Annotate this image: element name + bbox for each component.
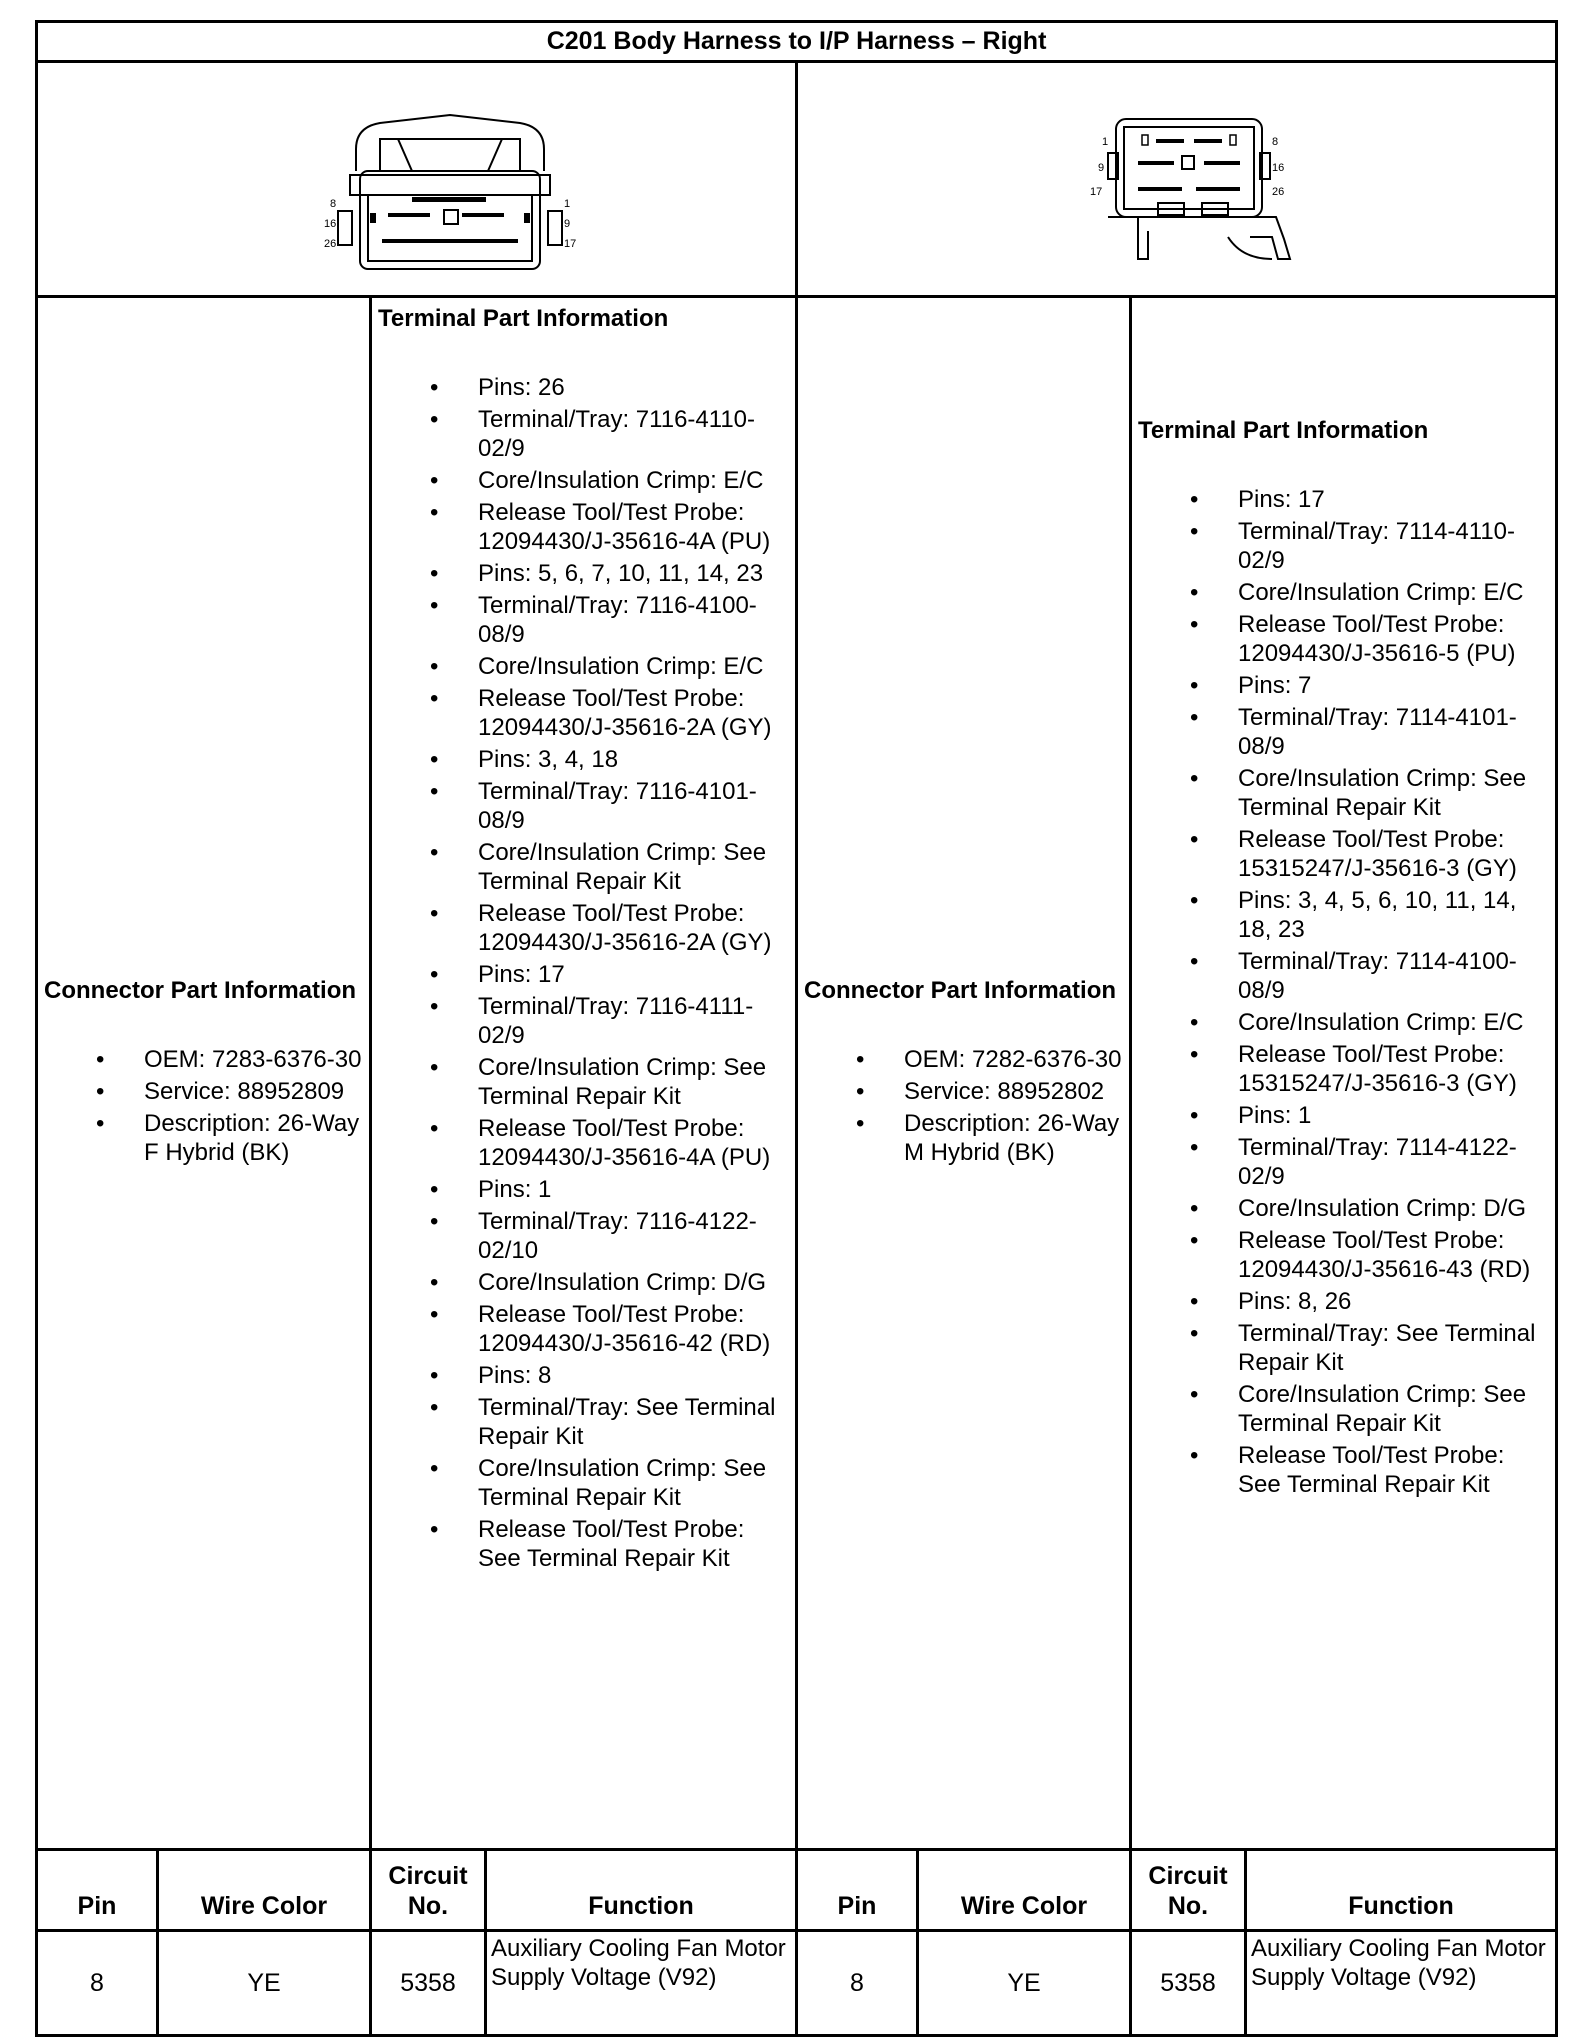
terminal-item: • Core/Insulation Crimp: E/C <box>1138 578 1549 607</box>
terminal-item: • Core/Insulation Crimp: See Terminal Repair Kit <box>378 1053 789 1111</box>
pin-label: 9 <box>1098 162 1105 174</box>
terminal-item: • Core/Insulation Crimp: D/G <box>1138 1194 1549 1223</box>
terminal-item: • Pins: 1 <box>378 1175 789 1204</box>
connector-item: • Description: 26-Way F Hybrid (BK) <box>44 1109 363 1167</box>
terminal-item: • Release Tool/Test Probe: 12094430/J-35616-5 (PU) <box>1138 610 1549 668</box>
terminal-item: • Pins: 1 <box>1138 1101 1549 1130</box>
terminal-group <box>1138 1287 1549 1499</box>
connector-item: • OEM: 7283-6376-30 <box>44 1045 363 1074</box>
right-terminal-info <box>1131 297 1557 1850</box>
terminal-item: • Terminal/Tray: See Terminal Repair Kit <box>378 1393 789 1451</box>
pin-label: 17 <box>1090 186 1103 198</box>
terminal-heading: Terminal Part Information <box>1138 417 1429 444</box>
terminal-item: • Terminal/Tray: 7116-4122-02/10 <box>378 1207 789 1265</box>
male-connector-diagram <box>1078 109 1298 279</box>
connector-heading: Connector Part Information <box>804 977 1117 1004</box>
terminal-item: • Core/Insulation Crimp: E/C <box>1138 1008 1549 1037</box>
terminal-group <box>378 960 789 1172</box>
right-diagram-cell <box>797 62 1557 297</box>
table-header-row <box>37 1850 1557 1931</box>
pin-label: 1 <box>564 198 571 210</box>
pin-cell: 8 <box>797 1931 918 2036</box>
table-row <box>37 1931 1557 2036</box>
pin-label: 16 <box>324 218 337 230</box>
terminal-item: • Core/Insulation Crimp: See Terminal Repair Kit <box>378 838 789 896</box>
terminal-item: • Release Tool/Test Probe: See Terminal Repair Kit <box>1138 1441 1549 1499</box>
pin-header: Pin <box>37 1850 158 1931</box>
terminal-item: • Pins: 17 <box>1138 485 1549 514</box>
terminal-item: • Pins: 5, 6, 7, 10, 11, 14, 23 <box>378 559 789 588</box>
terminal-item: • Core/Insulation Crimp: See Terminal Repair Kit <box>378 1454 789 1512</box>
connector-item: • Service: 88952809 <box>44 1077 363 1106</box>
terminal-item: • Terminal/Tray: 7114-4110-02/9 <box>1138 517 1549 575</box>
pin-label: 8 <box>1272 136 1279 148</box>
terminal-item: • Terminal/Tray: 7114-4101-08/9 <box>1138 703 1549 761</box>
terminal-item: • Pins: 26 <box>378 373 789 402</box>
terminal-group <box>378 559 789 742</box>
terminal-item: • Pins: 8, 26 <box>1138 1287 1549 1316</box>
function-header: Function <box>1246 1850 1557 1931</box>
pin-label: 1 <box>1102 136 1109 148</box>
connector-item: • OEM: 7282-6376-30 <box>804 1045 1123 1074</box>
pin-label: 26 <box>1272 186 1285 198</box>
terminal-group <box>1138 1101 1549 1284</box>
connector-item: • Service: 88952802 <box>804 1077 1123 1106</box>
connector-table <box>35 20 1558 2037</box>
page-title: C201 Body Harness to I/P Harness – Right <box>37 22 1557 62</box>
terminal-item: • Pins: 3, 4, 18 <box>378 745 789 774</box>
terminal-item: • Release Tool/Test Probe: 12094430/J-35616-4A (PU) <box>378 1114 789 1172</box>
circuit-no-cell: 5358 <box>1131 1931 1246 2036</box>
wire-color-header: Wire Color <box>158 1850 371 1931</box>
terminal-item: • Pins: 3, 4, 5, 6, 10, 11, 14, 18, 23 <box>1138 886 1549 944</box>
terminal-group <box>1138 886 1549 1098</box>
terminal-item: • Terminal/Tray: 7116-4110-02/9 <box>378 405 789 463</box>
pin-label: 16 <box>1272 162 1285 174</box>
connector-list <box>804 1045 1123 1167</box>
pin-label: 26 <box>324 238 337 250</box>
connector-item: • Description: 26-Way M Hybrid (BK) <box>804 1109 1123 1167</box>
circuit-no-header: Circuit No. <box>1131 1850 1246 1931</box>
terminal-item: • Terminal/Tray: See Terminal Repair Kit <box>1138 1319 1549 1377</box>
terminal-item: • Terminal/Tray: 7116-4111-02/9 <box>378 992 789 1050</box>
pin-label: 17 <box>564 238 577 250</box>
terminal-item: • Release Tool/Test Probe: 15315247/J-35616-3 (GY) <box>1138 825 1549 883</box>
function-cell: Auxiliary Cooling Fan Motor Supply Voltage (V92) <box>1246 1931 1557 2036</box>
pin-label: 8 <box>330 198 337 210</box>
pin-header: Pin <box>797 1850 918 1931</box>
left-terminal-info <box>371 297 797 1850</box>
function-header: Function <box>486 1850 797 1931</box>
function-cell: Auxiliary Cooling Fan Motor Supply Voltage (V92) <box>486 1931 797 2036</box>
terminal-item: • Terminal/Tray: 7116-4100-08/9 <box>378 591 789 649</box>
terminal-item: • Release Tool/Test Probe: 12094430/J-35616-2A (GY) <box>378 684 789 742</box>
pin-label: 9 <box>564 218 571 230</box>
left-diagram-cell <box>37 62 797 297</box>
terminal-group <box>1138 671 1549 883</box>
terminal-item: • Core/Insulation Crimp: See Terminal Repair Kit <box>1138 764 1549 822</box>
circuit-no-cell: 5358 <box>371 1931 486 2036</box>
terminal-item: • Terminal/Tray: 7116-4101-08/9 <box>378 777 789 835</box>
terminal-item: • Terminal/Tray: 7114-4122-02/9 <box>1138 1133 1549 1191</box>
wire-color-cell: YE <box>158 1931 371 2036</box>
terminal-item: • Terminal/Tray: 7114-4100-08/9 <box>1138 947 1549 1005</box>
terminal-group <box>378 1175 789 1358</box>
terminal-item: • Core/Insulation Crimp: E/C <box>378 652 789 681</box>
terminal-item: • Pins: 8 <box>378 1361 789 1390</box>
circuit-no-header: Circuit No. <box>371 1850 486 1931</box>
terminal-group <box>378 1361 789 1573</box>
terminal-item: • Core/Insulation Crimp: See Terminal Repair Kit <box>1138 1380 1549 1438</box>
terminal-group <box>1138 485 1549 668</box>
right-connector-info <box>797 297 1131 1850</box>
terminal-heading: Terminal Part Information <box>378 305 669 332</box>
terminal-group <box>378 373 789 556</box>
wire-color-cell: YE <box>918 1931 1131 2036</box>
terminal-item: • Core/Insulation Crimp: E/C <box>378 466 789 495</box>
pin-cell: 8 <box>37 1931 158 2036</box>
terminal-item: • Release Tool/Test Probe: 12094430/J-35616-2A (GY) <box>378 899 789 957</box>
female-connector-diagram <box>300 109 600 279</box>
left-connector-info <box>37 297 371 1850</box>
terminal-item: • Release Tool/Test Probe: 12094430/J-35616-43 (RD) <box>1138 1226 1549 1284</box>
terminal-item: • Release Tool/Test Probe: 12094430/J-35616-42 (RD) <box>378 1300 789 1358</box>
terminal-item: • Core/Insulation Crimp: D/G <box>378 1268 789 1297</box>
terminal-item: • Release Tool/Test Probe: 15315247/J-35616-3 (GY) <box>1138 1040 1549 1098</box>
terminal-item: • Release Tool/Test Probe: See Terminal Repair Kit <box>378 1515 789 1573</box>
terminal-item: • Pins: 17 <box>378 960 789 989</box>
terminal-group <box>378 745 789 957</box>
wire-color-header: Wire Color <box>918 1850 1131 1931</box>
connector-list <box>44 1045 363 1167</box>
connector-heading: Connector Part Information <box>44 977 357 1004</box>
terminal-item: • Release Tool/Test Probe: 12094430/J-35616-4A (PU) <box>378 498 789 556</box>
terminal-item: • Pins: 7 <box>1138 671 1549 700</box>
